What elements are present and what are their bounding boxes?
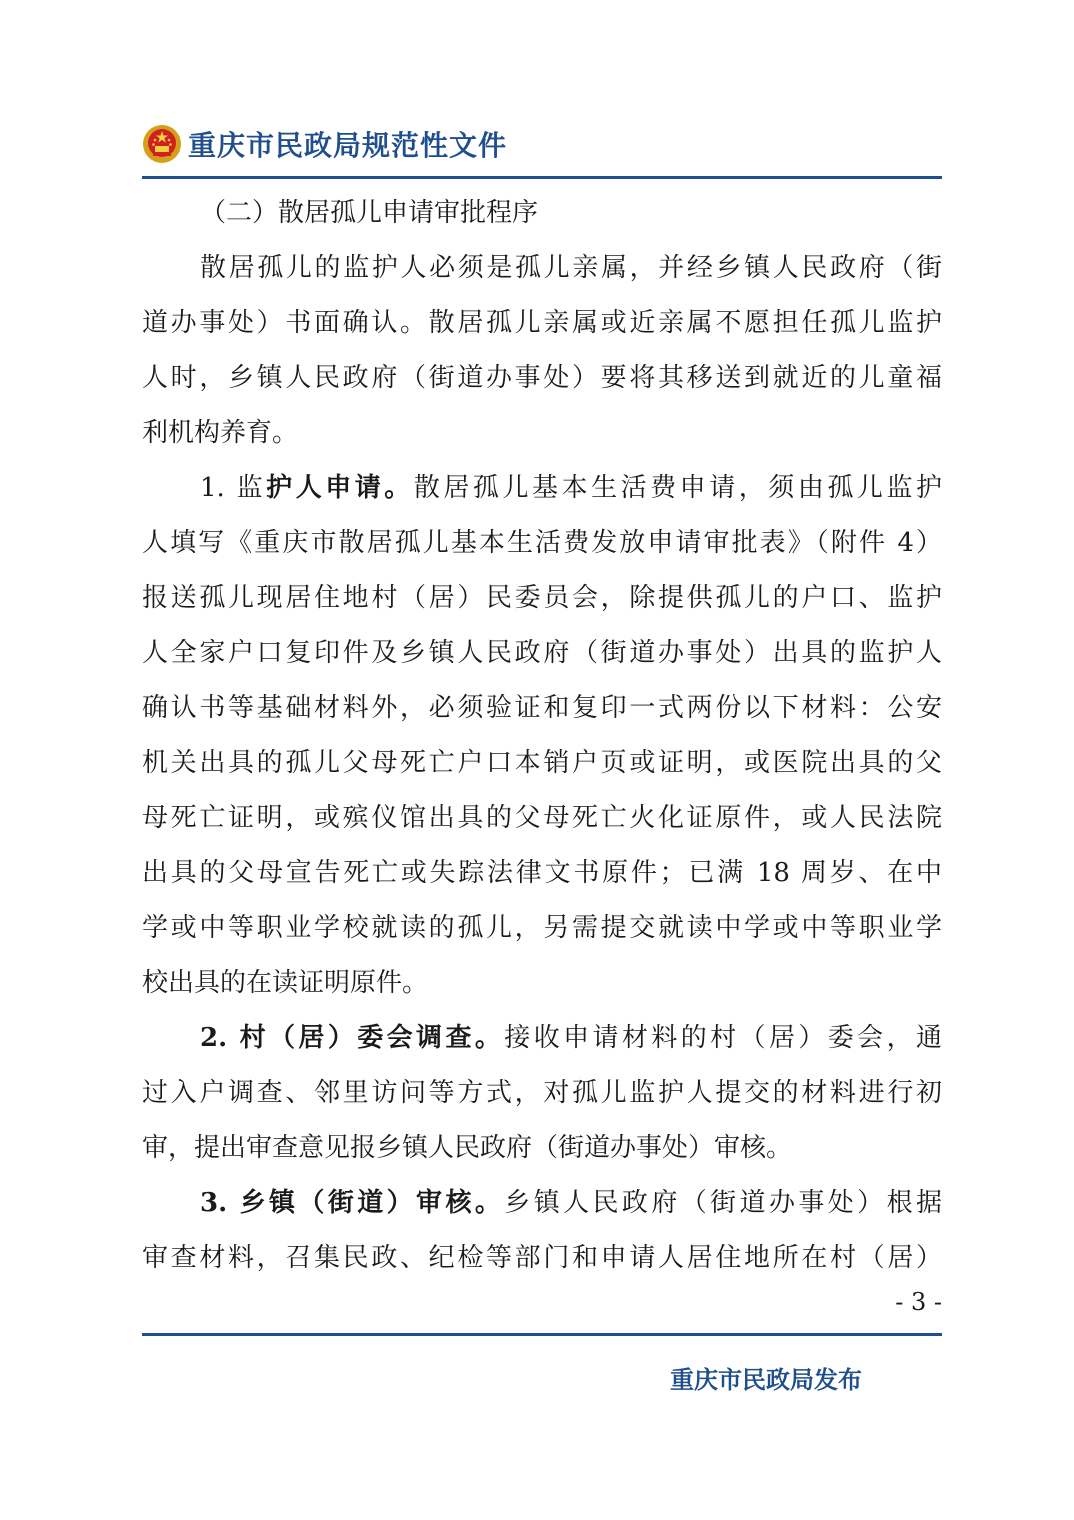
- national-emblem-icon: [142, 124, 182, 164]
- paragraph-line: 审查材料，召集民政、纪检等部门和申请人居住地所在村（居）: [142, 1243, 942, 1273]
- paragraph-line: 机关出具的孤儿父母死亡户口本销户页或证明，或医院出具的父: [142, 748, 942, 778]
- paragraph-line: [142, 461, 942, 516]
- footer-publisher: 重庆市民政局发布: [670, 1366, 862, 1394]
- paragraph-line: 过入户调查、邻里访问等方式，对孤儿监护人提交的材料进行初: [142, 1078, 942, 1108]
- item-text: 乡镇人民政府（街道办事处）根据: [504, 1188, 942, 1218]
- item-text: 接收申请材料的村（居）委会，通: [504, 1023, 942, 1053]
- paragraph-line: 出具的父母宣告死亡或失踪法律文书原件；已满 18 周岁、在中: [142, 858, 942, 888]
- paragraph-line: 审，提出审查意见报乡镇人民政府（街道办事处）审核。: [142, 1133, 793, 1163]
- page-number: - 3 -: [895, 1288, 942, 1316]
- paragraph-line: [142, 1176, 942, 1231]
- section-heading: （二）散居孤儿申请审批程序: [200, 198, 539, 228]
- paragraph-line: 人填写《重庆市散居孤儿基本生活费发放申请审批表》（附件 4）: [142, 528, 942, 558]
- item-heading: 2. 村（居）委会调查。: [200, 1023, 505, 1053]
- document-body: [142, 186, 942, 1286]
- paragraph-line: 确认书等基础材料外，必须验证和复印一式两份以下材料：公安: [142, 693, 942, 723]
- header-divider: [142, 176, 942, 179]
- paragraph-line: 校出具的在读证明原件。: [142, 968, 429, 998]
- footer-divider: [142, 1333, 942, 1336]
- item-heading: 3. 乡镇（街道）审核。: [200, 1188, 505, 1218]
- paragraph-line: 散居孤儿的监护人必须是孤儿亲属，并经乡镇人民政府（街: [200, 253, 942, 283]
- paragraph-line: 利机构养育。: [142, 418, 299, 448]
- item-text: 散居孤儿基本生活费申请，须由孤儿监护: [413, 473, 942, 503]
- item-heading: 护人申请。: [266, 473, 414, 503]
- paragraph-line: [142, 1011, 942, 1066]
- paragraph-line: 道办事处）书面确认。散居孤儿亲属或近亲属不愿担任孤儿监护: [142, 308, 942, 338]
- document-header: [142, 118, 507, 170]
- paragraph-line: 学或中等职业学校就读的孤儿，另需提交就读中学或中等职业学: [142, 913, 942, 943]
- paragraph-line: 母死亡证明，或殡仪馆出具的父母死亡火化证原件，或人民法院: [142, 803, 942, 833]
- header-title: 重庆市民政局规范性文件: [188, 129, 508, 162]
- paragraph-line: 报送孤儿现居住地村（居）民委员会，除提供孤儿的户口、监护: [142, 583, 942, 613]
- paragraph-line: 人全家户口复印件及乡镇人民政府（街道办事处）出具的监护人: [142, 638, 942, 668]
- paragraph-line: 人时，乡镇人民政府（街道办事处）要将其移送到就近的儿童福: [142, 363, 942, 393]
- item-lead: 1. 监: [200, 473, 267, 503]
